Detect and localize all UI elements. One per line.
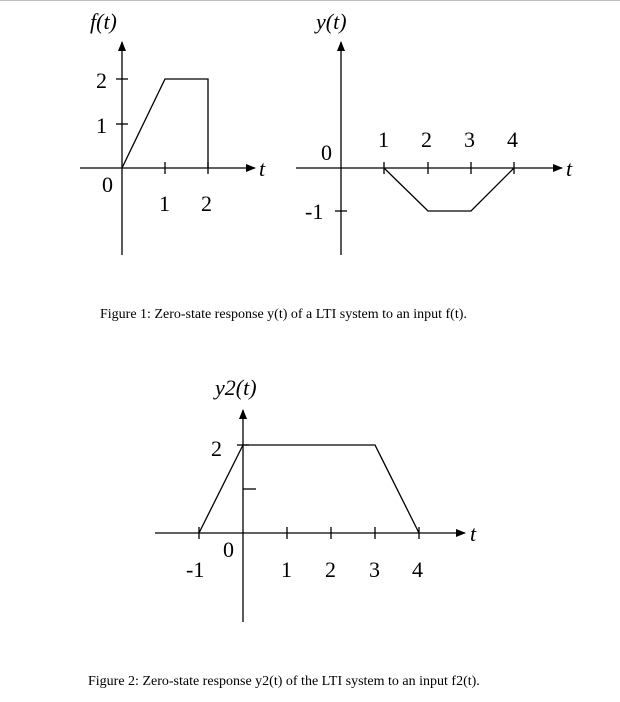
figure1-caption: Figure 1: Zero-state response y(t) of a LTI system to an input f(t).	[100, 307, 467, 322]
y2-axis-var: t	[470, 521, 477, 546]
y-signal-line	[384, 168, 514, 211]
y2-origin-label: 0	[223, 537, 234, 562]
f-origin-label: 0	[102, 172, 113, 197]
y-origin-label: 0	[321, 140, 332, 165]
f-plot	[80, 9, 266, 255]
f-axis-var: t	[259, 156, 266, 181]
y2-plot	[155, 375, 477, 622]
y2-xtick-label-4: 4	[412, 557, 423, 582]
y-ytick-label-neg1: -1	[305, 199, 324, 224]
y-axis-var: t	[566, 156, 573, 181]
f-ytick-label-2: 2	[96, 68, 107, 93]
y2-xtick-label-neg1: -1	[186, 557, 205, 582]
y-xtick-label-3: 3	[464, 127, 475, 152]
f-xtick-label-1: 1	[159, 191, 170, 216]
y-xtick-label-2: 2	[421, 127, 432, 152]
y-plot	[296, 9, 573, 255]
f-title: f(t)	[90, 9, 117, 34]
f-ytick-label-1: 1	[96, 113, 107, 138]
y-xtick-label-4: 4	[507, 127, 518, 152]
y2-signal-line	[199, 445, 419, 533]
y-title: y(t)	[316, 9, 347, 34]
f-signal-line	[122, 79, 208, 168]
y-xtick-label-1: 1	[378, 127, 389, 152]
figure2-caption: Figure 2: Zero-state response y2(t) of the LTI system to an input f2(t).	[88, 674, 480, 689]
y2-xtick-label-2: 2	[325, 557, 336, 582]
f-xtick-label-2: 2	[201, 191, 212, 216]
y2-xtick-label-1: 1	[281, 557, 292, 582]
y2-ytick-label-2: 2	[211, 436, 222, 461]
y2-title: y2(t)	[215, 375, 257, 400]
y2-xtick-label-3: 3	[369, 557, 380, 582]
